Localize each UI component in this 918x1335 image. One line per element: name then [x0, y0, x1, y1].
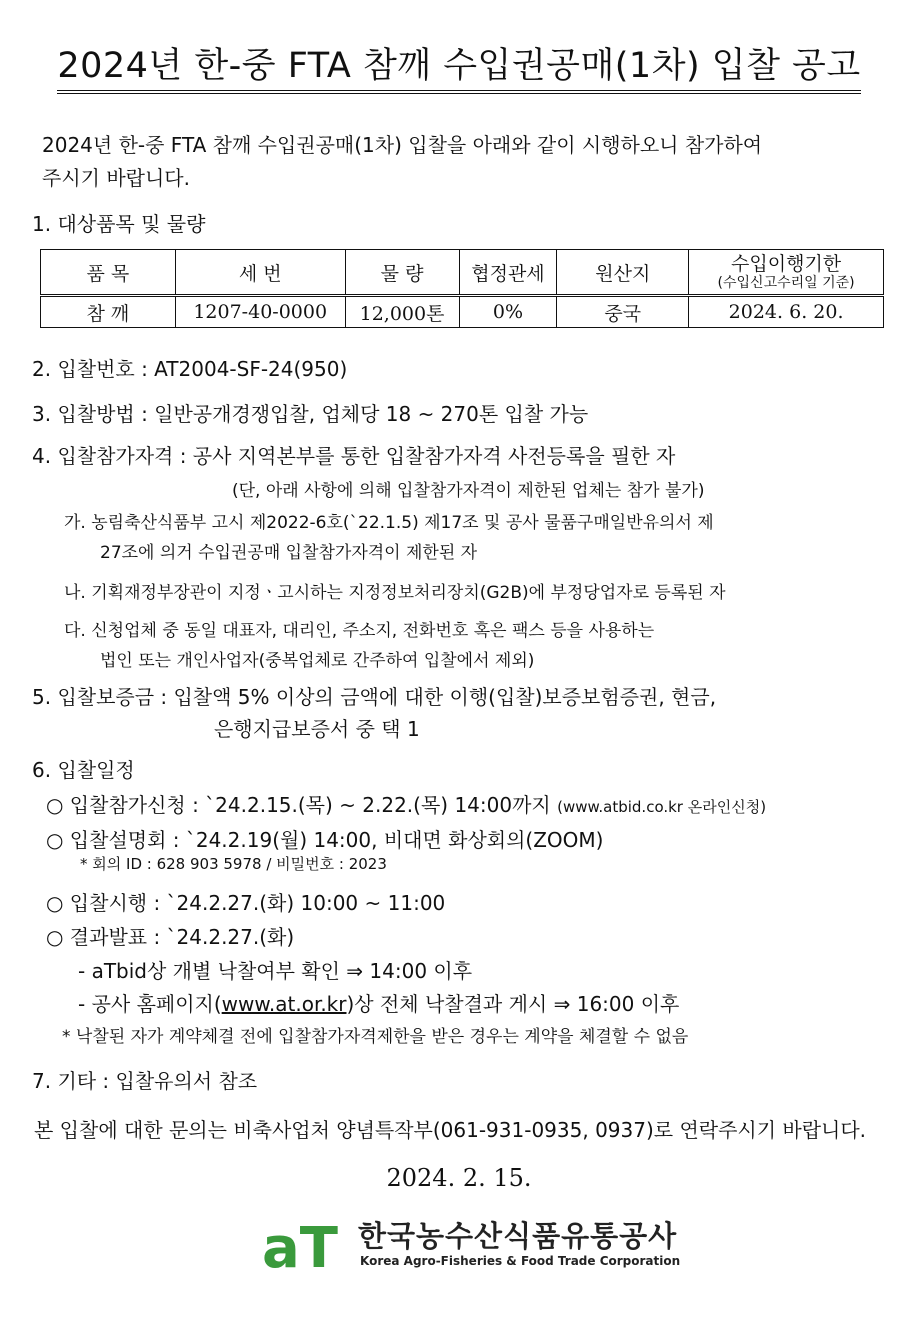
results-homepage: [78, 989, 679, 1019]
logo-mark-text: aT: [262, 1216, 338, 1273]
schedule-application-note: (www.atbid.co.kr 온라인신청): [557, 798, 767, 816]
intro-line-1: 2024년 한-중 FTA 참깨 수입권공매(1차) 입찰을 아래와 같이 시행하오니 참가하여: [42, 133, 763, 157]
results-individual: - aTbid상 개별 낙찰여부 확인 ⇒ 14:00 이후: [78, 959, 473, 983]
cell-item: 참 깨: [41, 296, 176, 328]
logo-name-english: Korea Agro-Fisheries & Food Trade Corporation: [360, 1254, 681, 1268]
cell-agreement-tariff: 0%: [459, 296, 557, 328]
section-4-note: (단, 아래 사항에 의해 입찰참가자격이 제한된 업체는 참가 불가): [232, 481, 705, 501]
logo-name-korean: 한국농수산식품유통공사: [358, 1219, 678, 1253]
cell-tariff-code: 1207-40-0000: [175, 296, 345, 328]
header-agreement-tariff: 협정관세: [459, 250, 557, 296]
cell-origin: 중국: [557, 296, 689, 328]
section-5-line-1: 5. 입찰보증금 : 입찰액 5% 이상의 금액에 대한 이행(입찰)보증보험증권, 현금,: [32, 685, 717, 709]
header-tariff-code: 세 번: [175, 250, 345, 296]
schedule-results: ○ 결과발표 : `24.2.27.(화): [46, 925, 295, 949]
section-4-heading: 4. 입찰참가자격 : 공사 지역본부를 통한 입찰참가자격 사전등록을 필한 자: [32, 444, 676, 468]
schedule-briefing: ○ 입찰설명회 : `24.2.19(월) 14:00, 비대면 화상회의(ZOOM): [46, 828, 604, 852]
section-2: 2. 입찰번호 : AT2004-SF-24(950): [32, 357, 348, 381]
results-homepage-prefix: - 공사 홈페이지(: [78, 992, 222, 1016]
results-warning: * 낙찰된 자가 계약체결 전에 입찰참가자격제한을 받은 경우는 계약을 체결할 수 없음: [62, 1027, 689, 1047]
cell-quantity: 12,000톤: [345, 296, 459, 328]
header-item: 품 목: [41, 250, 176, 296]
cell-deadline: 2024. 6. 20.: [689, 296, 884, 328]
header-deadline: [689, 250, 884, 296]
notice-date: 2024. 2. 15.: [386, 1164, 532, 1192]
section-4-item-c-line-2: 법인 또는 개인사업자(중복업체로 간주하여 입찰에서 제외): [100, 651, 535, 671]
homepage-link[interactable]: www.at.or.kr: [221, 992, 347, 1016]
schedule-briefing-meeting-id: * 회의 ID : 628 903 5978 / 비밀번호 : 2023: [80, 855, 387, 873]
section-3: 3. 입찰방법 : 일반공개경쟁입찰, 업체당 18 ~ 270톤 입찰 가능: [32, 402, 589, 426]
section-4-item-a-line-1: 가. 농림축산식품부 고시 제2022-6호(`22.1.5) 제17조 및 공사 물품구매일반유의서 제: [64, 513, 714, 533]
section-5-line-2: 은행지급보증서 중 택 1: [214, 717, 420, 741]
items-table: [40, 249, 884, 328]
intro-line-2: 주시기 바랍니다.: [42, 166, 190, 190]
section-6-heading: 6. 입찰일정: [32, 758, 135, 782]
header-origin: 원산지: [557, 250, 689, 296]
at-logo-icon: [262, 1213, 348, 1273]
schedule-bidding: ○ 입찰시행 : `24.2.27.(화) 10:00 ~ 11:00: [46, 891, 446, 915]
page-title: [0, 44, 918, 94]
header-quantity: 물 량: [345, 250, 459, 296]
section-4-item-c-line-1: 다. 신청업체 중 동일 대표자, 대리인, 주소지, 전화번호 혹은 팩스 등을 사용하는: [64, 621, 655, 641]
section-4-item-b: 나. 기획재정부장관이 지정ㆍ고시하는 지정정보처리장치(G2B)에 부정당업자로 등록된 자: [64, 583, 726, 603]
section-4-item-a-line-2: 27조에 의거 수입권공매 입찰참가자격이 제한된 자: [100, 543, 478, 563]
header-deadline-sub: (수입신고수리일 기준): [717, 275, 855, 291]
schedule-application: [46, 790, 766, 822]
table-header-row: [41, 250, 884, 296]
table-row: [41, 296, 884, 328]
header-deadline-main: 수입이행기한: [731, 253, 842, 275]
section-1-heading: 1. 대상품목 및 물량: [32, 212, 206, 236]
section-7: 7. 기타 : 입찰유의서 참조: [32, 1069, 258, 1093]
contact-info: 본 입찰에 대한 문의는 비축사업처 양념특작부(061-931-0935, 0937)로 연락주시기 바랍니다.: [34, 1118, 867, 1142]
results-homepage-suffix: )상 전체 낙찰결과 게시 ⇒ 16:00 이후: [346, 992, 680, 1016]
page-title-text: 2024년 한-중 FTA 참깨 수입권공매(1차) 입찰 공고: [57, 44, 860, 94]
schedule-application-text: ○ 입찰참가신청 : `24.2.15.(목) ~ 2.22.(목) 14:00까지: [46, 793, 551, 817]
